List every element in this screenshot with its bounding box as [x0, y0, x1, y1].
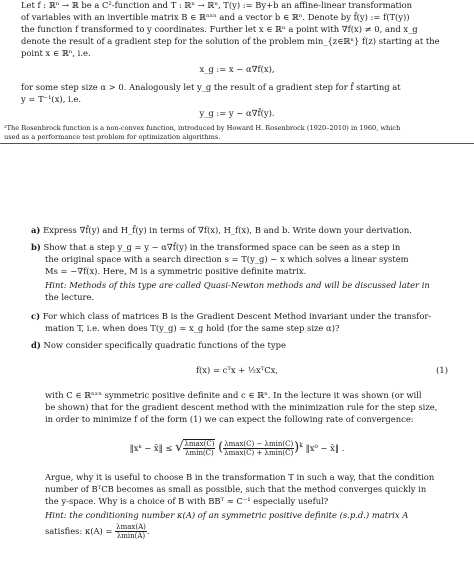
hint-line: the lecture. [45, 292, 95, 302]
equation-xg: x_g := x − α∇f(x), [199, 64, 275, 74]
text-line: Let f : ℝⁿ → ℝ be a C²-function and T : ℝⁿ → ℝⁿ, T(y) := By+b an affine-linear transformation [21, 0, 413, 10]
sqrt-sign: √ [175, 439, 184, 455]
close-paren: ) [294, 439, 300, 455]
ratio-fraction: $\frac{\lambda\max(C) - \lambda\min(C)}{\lambda\max(C) + \lambda\min(C)}$ [224, 439, 294, 457]
item-c [31, 311, 451, 323]
text-line: the function f transformed to y coordinates. Further let x ∈ ℝⁿ a point with ∇f(x) ≠ 0, and x_g [21, 24, 418, 34]
item-text: Show that a step y_g = y − α∇f̂(y) in the transformed space can be seen as a step in [43, 242, 401, 252]
text-line: number of BᵀCB becomes as small as possible, such that the method converges quickly in [45, 484, 427, 494]
convergence-rate [0, 435, 474, 459]
equation-yg: y_g := y − α∇f̂(y). [199, 108, 275, 118]
hint-line: Hint: the conditioning number κ(A) of an symmetric positive definite (s.p.d.) matrix A [45, 510, 409, 520]
text-line: point x ∈ ℝⁿ, i.e. [21, 48, 91, 58]
item-label: b) [31, 242, 41, 252]
text-line: be shown) that for the gradient descent method with the minimization rule for the step size, [45, 402, 438, 412]
text-line: the original space with a search direction s = T(y_g) − x which solves a linear system [45, 254, 409, 264]
convergence-lhs: ‖xᵏ − x̄‖ ≤ [129, 442, 173, 453]
item-text: Express ∇f̂(y) and H_f̂(y) in terms of ∇f(x), H_f(x), B and b. Write down your derivation. [43, 225, 412, 235]
open-paren: ( [218, 439, 224, 455]
text-line: for some step size α > 0. Analogously let y_g the result of a gradient step for f̂ starting at [21, 82, 401, 92]
equation-number: (1) [436, 365, 448, 375]
item-text: For which class of matrices B is the Gradient Descent Method invariant under the transfor- [42, 311, 432, 321]
text-line: y = T⁻¹(x), i.e. [21, 94, 81, 104]
hint-kappa: satisfies: κ(A) = $\frac{\lambda\max(A)}{\lambda\min(A)}$ . [45, 523, 150, 540]
equation-quadratic: f(x) = cᵀx + ½xᵀCx, [195, 365, 279, 375]
item-text: Now consider specifically quadratic functions of the type [43, 340, 286, 350]
sqrt-fraction: $\frac{\lambda\max(C)}{\lambda\min(C)}$ [184, 440, 215, 458]
kappa-fraction: $\frac{\lambda\max(A)}{\lambda\min(A)}$ [116, 523, 146, 540]
footnote-line: ²The Rosenbrock function is a non-convex function, introduced by Howard H. Rosenbrock (1920–2010) in 1960, which [4, 124, 401, 132]
text-line: Argue, why it is useful to choose B in the transformation T in such a way, that the condition [45, 472, 435, 482]
footnote-line: used as a performance test problem for optimization algorithms. [4, 133, 221, 141]
text-line: in order to minimize f of the form (1) we can expect the following rate of convergence: [45, 414, 414, 424]
text-line: Ms = −∇f(x). Here, M is a symmetric positive definite matrix. [45, 266, 307, 276]
hint-line: Hint: Methods of this type are called Quasi-Newton methods and will be discussed later in [45, 280, 430, 290]
text-line: with C ∈ ℝⁿˣⁿ symmetric positive definite and c ∈ ℝⁿ. In the lecture it was shown (or will [45, 390, 422, 400]
convergence-rhs: ‖x⁰ − x̄‖ . [305, 442, 345, 453]
item-b [31, 242, 451, 254]
item-label: a) [31, 225, 41, 235]
item-label: d) [31, 340, 41, 350]
exponent: k [299, 442, 303, 449]
item-a [31, 225, 451, 237]
text-line: denote the result of a gradient step for the solution of the problem min_{z∈ℝⁿ} f(z) starting at the [21, 36, 440, 46]
text-line: the y-space. Why is a choice of B with BBᵀ ≈ C⁻¹ especially useful? [45, 496, 329, 506]
item-label: c) [31, 311, 41, 321]
hint-text: satisfies: κ(A) = [45, 526, 113, 536]
text-line: mation T, i.e. when does T(y_g) = x_g hold (for the same step size α)? [45, 323, 340, 333]
text-line: of variables with an invertible matrix B ∈ ℝⁿˣⁿ and a vector b ∈ ℝⁿ. Denote by f̂(y) := f(T(y)) [21, 12, 410, 22]
item-d [31, 340, 451, 352]
page-gap [0, 143, 474, 226]
